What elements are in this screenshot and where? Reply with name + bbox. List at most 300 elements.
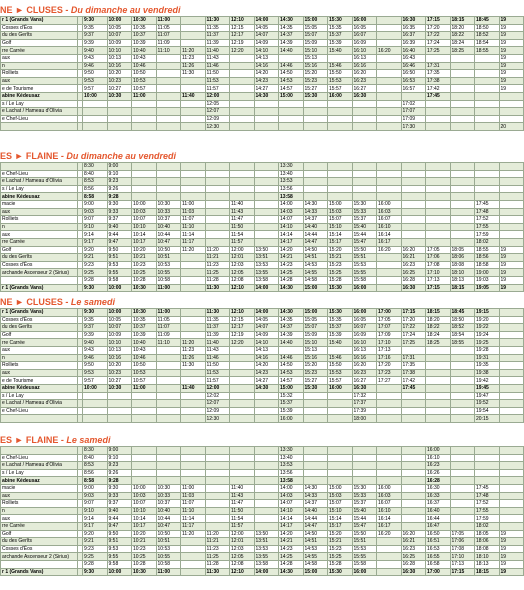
time-cell [181, 568, 206, 576]
time-cell [499, 377, 524, 385]
time-cell: 17:15 [426, 17, 451, 25]
table-row [1, 324, 524, 332]
time-cell [254, 231, 279, 239]
time-cell: 14:28 [279, 276, 304, 284]
time-cell [132, 392, 157, 400]
time-cell [107, 415, 132, 423]
time-cell: 19 [499, 560, 524, 568]
table-row [1, 185, 524, 193]
time-cell [181, 400, 206, 408]
time-cell: 18:02 [475, 238, 500, 246]
time-cell [156, 362, 181, 370]
stop-name-cell: Golf [1, 331, 78, 339]
time-cell [132, 462, 157, 470]
time-cell [426, 216, 451, 224]
time-cell: 12:10 [230, 17, 255, 25]
time-cell [426, 369, 451, 377]
time-cell [181, 415, 206, 423]
time-cell: 16:25 [401, 269, 426, 277]
time-cell [181, 261, 206, 269]
time-cell: 14:09 [254, 39, 279, 47]
time-cell [279, 115, 304, 123]
time-cell [401, 492, 426, 500]
time-cell: 9:30 [83, 284, 108, 292]
time-cell: 18:45 [475, 17, 500, 25]
time-cell: 19 [499, 545, 524, 553]
time-cell: 15:17 [328, 522, 353, 530]
time-cell: 11:57 [205, 377, 230, 385]
time-cell: 11:50 [230, 223, 255, 231]
time-cell: 14:00 [254, 568, 279, 576]
time-cell: 19:24 [475, 331, 500, 339]
time-cell: 19 [499, 47, 524, 55]
time-cell [205, 515, 230, 523]
time-cell: 18:02 [475, 522, 500, 530]
time-cell: 15:20 [303, 70, 328, 78]
time-cell: 13:40 [279, 170, 304, 178]
time-cell: 10:20 [107, 362, 132, 370]
time-cell: 11:54 [230, 515, 255, 523]
time-cell: 14:30 [279, 17, 304, 25]
time-cell: 10:55 [156, 269, 181, 277]
time-cell [499, 216, 524, 224]
stop-name-cell: rre Carrée [1, 522, 78, 530]
time-cell: 16:28 [426, 477, 451, 485]
time-cell [303, 178, 328, 186]
time-cell: 19 [499, 62, 524, 70]
time-cell [426, 407, 451, 415]
table-row [1, 339, 524, 347]
stop-name-cell: abine Kédeusaz [1, 92, 78, 100]
time-cell [426, 54, 451, 62]
time-cell [254, 454, 279, 462]
table-row [1, 246, 524, 254]
time-cell: 11:40 [230, 200, 255, 208]
time-cell: 9:30 [83, 17, 108, 25]
time-cell [426, 362, 451, 370]
time-cell [401, 178, 426, 186]
time-cell: 16:09 [352, 331, 377, 339]
time-cell: 14:09 [254, 331, 279, 339]
time-cell: 17:59 [475, 515, 500, 523]
time-cell: 17:13 [426, 276, 451, 284]
time-cell: 9:57 [83, 85, 108, 93]
time-cell: 10:09 [107, 39, 132, 47]
time-cell [328, 400, 353, 408]
time-cell [499, 100, 524, 108]
time-cell: 11:26 [181, 354, 206, 362]
time-cell: 17:48 [475, 492, 500, 500]
time-cell: 9:10 [107, 454, 132, 462]
time-cell [475, 123, 500, 131]
stop-name-cell: du des Gerîts [1, 254, 78, 262]
time-cell: 16:07 [352, 324, 377, 332]
time-cell [401, 500, 426, 508]
time-cell: 16:20 [377, 246, 402, 254]
stop-name-cell: e de Tourisme [1, 377, 78, 385]
time-cell [499, 200, 524, 208]
time-cell: 9:07 [83, 216, 108, 224]
table-row [1, 469, 524, 477]
time-cell [205, 178, 230, 186]
time-cell: 14:53 [303, 545, 328, 553]
time-cell: 16:07 [352, 32, 377, 40]
time-cell: 11:23 [205, 545, 230, 553]
time-cell [181, 309, 206, 317]
time-cell [279, 108, 304, 116]
time-cell: 14:17 [279, 522, 304, 530]
time-cell: 10:53 [132, 369, 157, 377]
time-cell: 10:00 [132, 484, 157, 492]
time-cell: 15:07 [328, 216, 353, 224]
time-cell: 11:00 [156, 568, 181, 576]
time-cell: 15:30 [352, 484, 377, 492]
time-cell: 10:00 [83, 92, 108, 100]
time-cell: 10:05 [107, 24, 132, 32]
time-cell [132, 185, 157, 193]
time-cell: 18:22 [450, 32, 475, 40]
time-cell: 18:15 [450, 17, 475, 25]
stop-name-cell: archande Ascenseur 2 (Sirius) [1, 553, 78, 561]
time-cell: 11:10 [181, 507, 206, 515]
time-cell [254, 108, 279, 116]
time-cell [132, 469, 157, 477]
time-cell [377, 477, 402, 485]
time-cell [450, 70, 475, 78]
time-cell: 15:27 [303, 85, 328, 93]
time-cell: 8:56 [83, 185, 108, 193]
time-cell: 19 [499, 269, 524, 277]
table-row [1, 238, 524, 246]
time-cell: 14:23 [254, 369, 279, 377]
time-cell: 11:25 [205, 269, 230, 277]
time-cell: 15:35 [328, 316, 353, 324]
time-cell: 9:21 [83, 254, 108, 262]
time-cell [450, 369, 475, 377]
time-cell: 17:25 [401, 339, 426, 347]
time-cell: 18:22 [426, 324, 451, 332]
time-cell [450, 62, 475, 70]
time-cell: 12:10 [230, 568, 255, 576]
time-cell: 9:26 [107, 469, 132, 477]
time-cell [377, 32, 402, 40]
time-cell [377, 454, 402, 462]
time-cell [499, 346, 524, 354]
time-cell: 14:03 [279, 492, 304, 500]
table-row [1, 170, 524, 178]
time-cell: 9:40 [107, 507, 132, 515]
time-cell: 14:40 [303, 507, 328, 515]
time-cell: 16:23 [401, 261, 426, 269]
time-cell: 11:35 [205, 24, 230, 32]
time-cell: 11:23 [205, 261, 230, 269]
stop-name-cell: n [1, 507, 78, 515]
time-cell: 16:44 [426, 515, 451, 523]
time-cell [499, 369, 524, 377]
time-cell: 17:10 [450, 553, 475, 561]
stop-name-cell: n [1, 223, 78, 231]
time-cell: 14:28 [279, 560, 304, 568]
time-cell [475, 85, 500, 93]
time-cell [499, 462, 524, 470]
time-cell [377, 62, 402, 70]
time-cell [205, 454, 230, 462]
time-cell [499, 384, 524, 392]
time-cell: 14:23 [279, 261, 304, 269]
time-cell: 9:03 [83, 208, 108, 216]
time-cell: 14:55 [303, 553, 328, 561]
time-cell: 11:43 [230, 492, 255, 500]
time-cell [401, 454, 426, 462]
time-cell: 15:16 [303, 354, 328, 362]
time-cell: 12:00 [205, 92, 230, 100]
time-cell: 16:00 [328, 92, 353, 100]
time-cell [450, 447, 475, 455]
time-cell: 10:40 [156, 223, 181, 231]
time-cell: 13:56 [279, 185, 304, 193]
time-cell [230, 123, 255, 131]
time-cell: 17:00 [426, 568, 451, 576]
time-cell [254, 415, 279, 423]
time-cell: 11:40 [205, 47, 230, 55]
time-cell: 11:30 [205, 17, 230, 25]
time-cell: 16:00 [328, 384, 353, 392]
time-cell: 17:25 [426, 47, 451, 55]
time-cell [450, 515, 475, 523]
stop-name-cell: e Lachat / Hameau d'Olivia [1, 462, 78, 470]
time-cell [254, 123, 279, 131]
time-cell [450, 407, 475, 415]
time-cell [254, 115, 279, 123]
time-cell [230, 92, 255, 100]
time-cell: 9:40 [83, 47, 108, 55]
time-cell [181, 77, 206, 85]
time-cell [254, 392, 279, 400]
time-cell: 17:22 [426, 32, 451, 40]
time-cell [426, 123, 451, 131]
time-cell [181, 32, 206, 40]
time-cell: 19:03 [475, 276, 500, 284]
table-row [1, 447, 524, 455]
time-cell: 14:33 [303, 208, 328, 216]
stop-name-cell: r 1 (Grands Vans) [1, 309, 78, 317]
time-cell [181, 85, 206, 93]
table-row [1, 346, 524, 354]
time-cell: 14:53 [279, 369, 304, 377]
time-cell: 14:33 [303, 492, 328, 500]
time-cell: 12:08 [230, 276, 255, 284]
time-cell: 11:43 [230, 208, 255, 216]
time-cell: 13:58 [279, 477, 304, 485]
time-cell: 11:37 [205, 32, 230, 40]
time-cell: 10:09 [107, 331, 132, 339]
timetable-section-2 [0, 150, 507, 292]
time-cell: 14:05 [254, 316, 279, 324]
time-cell: 10:43 [132, 346, 157, 354]
time-cell: 16:25 [401, 553, 426, 561]
time-cell [475, 185, 500, 193]
time-cell [377, 400, 402, 408]
time-cell [499, 407, 524, 415]
time-cell: 10:40 [132, 339, 157, 347]
stop-name-cell: n [1, 354, 78, 362]
time-cell: 14:44 [303, 515, 328, 523]
time-cell [156, 123, 181, 131]
time-cell: 11:39 [205, 331, 230, 339]
time-cell: 14:58 [303, 560, 328, 568]
time-cell: 11:10 [156, 47, 181, 55]
time-cell: 12:30 [205, 415, 230, 423]
time-cell: 15:57 [328, 85, 353, 93]
time-cell: 12:00 [230, 246, 255, 254]
time-cell: 17:07 [377, 324, 402, 332]
time-cell: 9:25 [83, 553, 108, 561]
time-cell: 14:03 [279, 208, 304, 216]
time-cell [426, 208, 451, 216]
time-cell: 10:40 [156, 507, 181, 515]
time-cell [181, 39, 206, 47]
time-cell [475, 447, 500, 455]
table-row [1, 507, 524, 515]
time-cell: 12:01 [230, 254, 255, 262]
table-row [1, 163, 524, 171]
time-cell [230, 477, 255, 485]
time-cell [156, 163, 181, 171]
time-cell: 9:10 [107, 170, 132, 178]
table-row [1, 484, 524, 492]
time-cell [205, 170, 230, 178]
time-cell: 15:00 [303, 309, 328, 317]
time-cell: 17:05 [450, 530, 475, 538]
time-cell: 18:20 [450, 24, 475, 32]
time-cell [254, 208, 279, 216]
time-cell: 11:40 [181, 92, 206, 100]
time-cell: 17:42 [426, 85, 451, 93]
time-cell [107, 123, 132, 131]
time-cell [303, 185, 328, 193]
stop-name-cell: Cosses d'Éos [1, 261, 78, 269]
time-cell: 16:37 [426, 500, 451, 508]
time-cell [401, 208, 426, 216]
time-cell [352, 454, 377, 462]
stop-name-cell: e Chef-Lieu [1, 454, 78, 462]
time-cell: 15:37 [352, 500, 377, 508]
stop-name-cell: rre Carrée [1, 238, 78, 246]
time-cell [328, 100, 353, 108]
time-cell: 15:10 [328, 507, 353, 515]
stop-name-cell: aux [1, 369, 78, 377]
time-cell: 15:37 [279, 400, 304, 408]
stop-name-cell: r 1 (Grands Vans) [1, 568, 78, 576]
time-cell: 15:50 [328, 70, 353, 78]
time-cell [181, 108, 206, 116]
time-cell: 17:24 [426, 39, 451, 47]
time-cell: 15:23 [328, 261, 353, 269]
time-cell: 17:13 [450, 560, 475, 568]
time-cell: 13:58 [254, 560, 279, 568]
time-cell [377, 261, 402, 269]
table-row [1, 392, 524, 400]
time-cell: 18:55 [450, 339, 475, 347]
stop-name-cell: n [1, 62, 78, 70]
time-cell: 11:00 [181, 484, 206, 492]
time-cell: 15:20 [303, 362, 328, 370]
time-cell: 16:10 [352, 47, 377, 55]
time-cell [254, 447, 279, 455]
time-cell: 16:10 [352, 339, 377, 347]
time-cell [156, 469, 181, 477]
time-cell: 16:00 [426, 447, 451, 455]
time-cell [401, 415, 426, 423]
time-cell: 16:10 [377, 507, 402, 515]
time-cell [450, 223, 475, 231]
time-cell: 15:09 [303, 39, 328, 47]
time-cell: 14:30 [254, 92, 279, 100]
time-cell: 9:28 [83, 560, 108, 568]
time-cell [156, 462, 181, 470]
time-cell: 15:00 [279, 92, 304, 100]
time-cell: 19 [499, 17, 524, 25]
time-cell [401, 92, 426, 100]
table-row [1, 415, 524, 423]
time-cell: 9:40 [83, 339, 108, 347]
stop-name-cell [1, 163, 78, 171]
time-cell [401, 515, 426, 523]
table-row [1, 538, 524, 546]
time-cell [303, 392, 328, 400]
time-cell: 9:26 [107, 185, 132, 193]
time-cell [279, 100, 304, 108]
stop-name-cell: Cosses d'Éos [1, 24, 78, 32]
time-cell: 10:00 [107, 568, 132, 576]
time-cell: 16:30 [401, 568, 426, 576]
time-cell [279, 346, 304, 354]
time-cell: 14:35 [279, 24, 304, 32]
time-cell: 16:20 [401, 246, 426, 254]
time-cell: 16:17 [377, 522, 402, 530]
time-cell: 16:21 [401, 254, 426, 262]
time-cell: 16:23 [352, 77, 377, 85]
time-cell [132, 415, 157, 423]
time-cell [352, 163, 377, 171]
time-cell: 14:37 [303, 216, 328, 224]
time-cell: 15:57 [328, 377, 353, 385]
time-cell: 16:00 [377, 200, 402, 208]
time-cell: 12:20 [230, 47, 255, 55]
time-cell [156, 477, 181, 485]
time-cell: 9:47 [107, 522, 132, 530]
time-cell [132, 454, 157, 462]
time-cell: 11:25 [205, 553, 230, 561]
time-cell [499, 447, 524, 455]
time-cell [377, 447, 402, 455]
time-cell: 11:10 [156, 339, 181, 347]
time-cell [475, 92, 500, 100]
time-cell [377, 92, 402, 100]
time-cell: 12:17 [230, 32, 255, 40]
time-cell: 17:10 [426, 269, 451, 277]
time-cell [181, 269, 206, 277]
time-cell: 11:53 [205, 77, 230, 85]
time-cell [83, 108, 108, 116]
time-cell: 9:30 [107, 200, 132, 208]
time-cell: 14:21 [279, 538, 304, 546]
stop-name-cell: Rolliets [1, 500, 78, 508]
time-cell: 11:07 [156, 324, 181, 332]
time-cell: 17:08 [426, 261, 451, 269]
time-cell: 11:26 [181, 62, 206, 70]
time-cell: 11:20 [181, 339, 206, 347]
